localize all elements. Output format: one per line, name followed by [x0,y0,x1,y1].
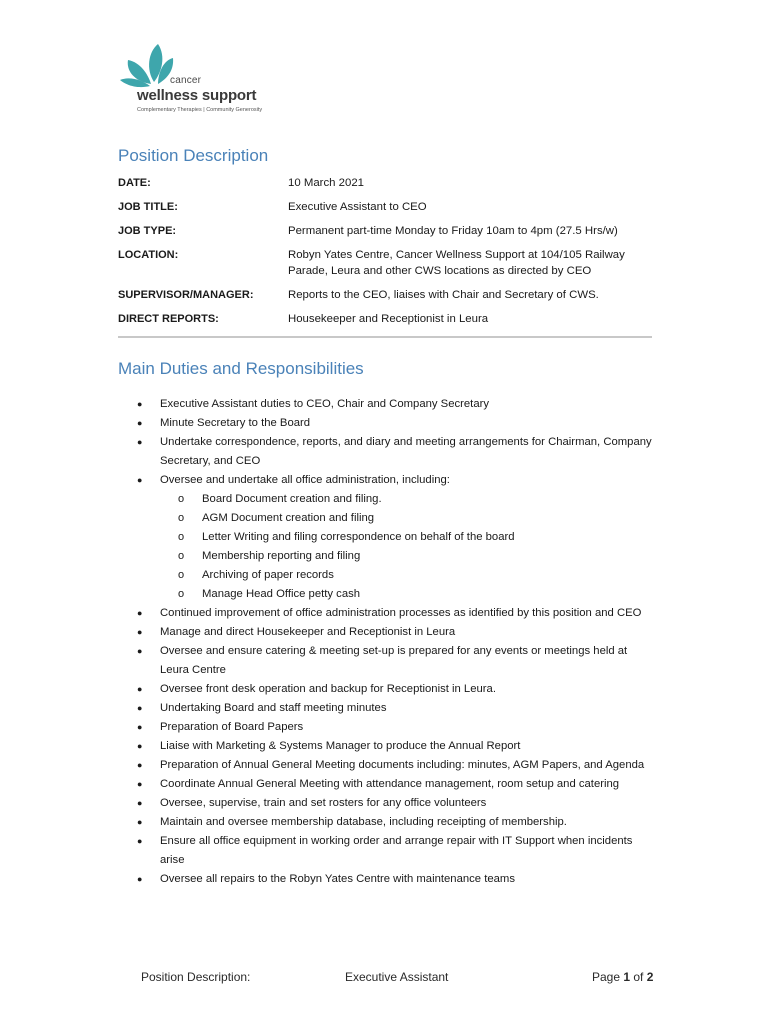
bullet-icon: ● [137,627,143,637]
info-row-job-type [118,223,648,247]
sub-duty-text: Membership reporting and filing [202,550,361,562]
info-label: LOCATION: [118,249,179,261]
list-item [118,775,658,794]
info-value: 10 March 2021 [288,177,364,189]
sub-bullet-icon: o [178,569,185,581]
sub-bullet-icon: o [178,512,185,524]
duty-text: Oversee and ensure catering & meeting set-up is prepared for any events or meetings held at Leura Centre [160,645,628,676]
duty-text: Undertaking Board and staff meeting minutes [160,702,387,714]
list-item [118,395,658,414]
list-item [118,718,658,737]
logo-tagline: Complementary Therapies | Community Generosity [137,107,263,113]
list-item [118,680,658,699]
footer-doc-label: Position Description: [141,970,251,984]
page-prefix: Page [592,970,624,984]
info-row-direct-reports [118,311,648,327]
sub-duty-text: Archiving of paper records [202,569,334,581]
bullet-icon: ● [137,703,143,713]
duties-list [118,395,658,889]
list-item [118,414,658,433]
bullet-icon: ● [137,741,143,751]
sub-bullet-icon: o [178,550,185,562]
sub-duty-text: Letter Writing and filing correspondence on behalf of the board [202,531,515,543]
bullet-icon: ● [137,418,143,428]
position-heading: Position Description [118,146,269,165]
duty-text: Oversee all repairs to the Robyn Yates Centre with maintenance teams [160,873,515,885]
list-item [118,794,658,813]
info-label: JOB TITLE: [118,201,178,213]
page-num: 1 [623,970,631,984]
duty-text: Manage and direct Housekeeper and Receptionist in Leura [160,626,456,638]
sub-list-item [160,585,658,604]
sub-list-item [160,490,658,509]
section-divider [118,336,652,338]
info-value: Housekeeper and Receptionist in Leura [288,313,489,325]
list-item [118,471,658,604]
bullet-icon: ● [137,437,143,447]
bullet-icon: ● [137,817,143,827]
info-value: Permanent part-time Monday to Friday 10am to 4pm (27.5 Hrs/w) [288,225,618,237]
page-total: 2 [646,970,654,984]
bullet-icon: ● [137,779,143,789]
bullet-icon: ● [137,475,143,485]
duty-text: Undertake correspondence, reports, and diary and meeting arrangements for Chairman, Company Secretary, and CEO [160,436,652,467]
list-item [118,756,658,775]
sub-list-item [160,509,658,528]
duty-text: Preparation of Board Papers [160,721,304,733]
info-value: Executive Assistant to CEO [288,201,427,213]
duty-text: Maintain and oversee membership database, including receipting of membership. [160,816,567,828]
info-row-date [118,175,648,199]
bullet-icon: ● [137,836,143,846]
bullet-icon: ● [137,608,143,618]
info-row-location [118,247,648,287]
footer-page-number [592,970,653,984]
list-item [118,623,658,642]
position-info-table [118,175,648,327]
duty-text: Oversee, supervise, train and set rosters for any office volunteers [160,797,487,809]
info-label: DIRECT REPORTS: [118,313,219,325]
info-row-supervisor [118,287,648,311]
leaf-logo-icon [118,42,178,92]
list-item [118,699,658,718]
sub-bullet-icon: o [178,531,185,543]
bullet-icon: ● [137,798,143,808]
sub-list-item [160,547,658,566]
duty-text: Preparation of Annual General Meeting documents including: minutes, AGM Papers, and Agenda [160,759,645,771]
sub-duties-list [160,490,658,604]
logo-cancer-text: cancer [170,75,202,86]
duty-text: Continued improvement of office administration processes as identified by this position and CEO [160,607,642,619]
duties-heading: Main Duties and Responsibilities [118,359,364,378]
sub-duty-text: AGM Document creation and filing [202,512,375,524]
duty-text: Liaise with Marketing & Systems Manager to produce the Annual Report [160,740,521,752]
info-value: Reports to the CEO, liaises with Chair and Secretary of CWS. [288,289,599,301]
list-item [118,832,658,870]
sub-duty-text: Manage Head Office petty cash [202,588,361,600]
bullet-icon: ● [137,646,143,656]
list-item [118,870,658,889]
list-item [118,433,658,471]
list-item [118,737,658,756]
logo-wellness-text: wellness support [137,87,257,104]
sub-bullet-icon: o [178,588,185,600]
info-row-job-title [118,199,648,223]
duty-text: Oversee and undertake all office administration, including: [160,474,450,486]
duty-text: Minute Secretary to the Board [160,417,311,429]
info-label: DATE: [118,177,151,189]
info-value: Robyn Yates Centre, Cancer Wellness Support at 104/105 Railway Parade, Leura and other CWS locations as directed by CEO [288,249,625,277]
duty-text: Oversee front desk operation and backup for Receptionist in Leura. [160,683,496,695]
duty-text: Ensure all office equipment in working order and arrange repair with IT Support when incidents arise [160,835,633,866]
bullet-icon: ● [137,684,143,694]
list-item [118,813,658,832]
info-label: SUPERVISOR/MANAGER: [118,289,254,301]
list-item [118,642,658,680]
sub-list-item [160,566,658,585]
sub-bullet-icon: o [178,493,185,505]
bullet-icon: ● [137,399,143,409]
bullet-icon: ● [137,760,143,770]
footer-role: Executive Assistant [345,970,449,984]
bullet-icon: ● [137,874,143,884]
list-item [118,604,658,623]
duty-text: Coordinate Annual General Meeting with attendance management, room setup and catering [160,778,620,790]
bullet-icon: ● [137,722,143,732]
page-of: of [630,970,647,984]
info-label: JOB TYPE: [118,225,177,237]
sub-list-item [160,528,658,547]
logo [118,42,298,122]
sub-duty-text: Board Document creation and filing. [202,493,382,505]
duty-text: Executive Assistant duties to CEO, Chair and Company Secretary [160,398,490,410]
